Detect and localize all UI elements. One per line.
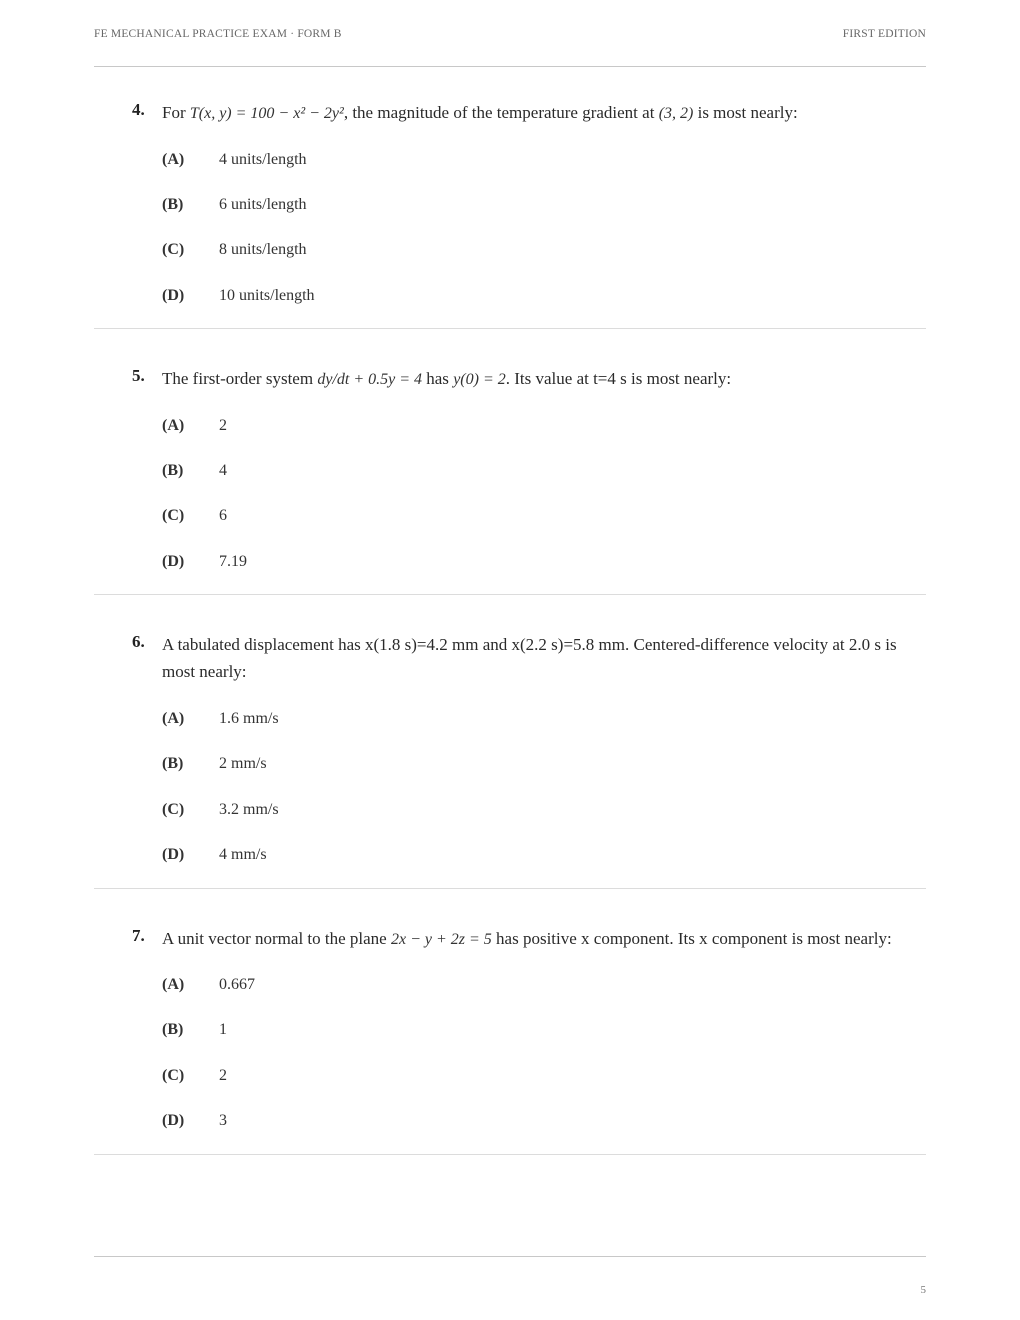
choice-text: 8 units/length	[219, 241, 307, 258]
choice-text: 7.19	[219, 553, 247, 570]
choice-letter: (A)	[162, 710, 185, 727]
question-stem: A tabulated displacement has x(1.8 s)=4.2 mm and x(2.2 s)=5.8 mm. Centered-difference velocity at 2.0 s is most nearly:	[162, 635, 897, 681]
question-6	[94, 594, 926, 889]
choice-letter: (B)	[162, 755, 184, 772]
choice-text: 4	[219, 462, 227, 479]
choice-letter: (D)	[162, 287, 185, 304]
question-4	[94, 66, 926, 329]
page-footer	[94, 1256, 926, 1297]
choice-letter: (A)	[162, 417, 185, 434]
edition-label: FIRST EDITION	[842, 28, 926, 40]
choice-letter: (D)	[162, 1112, 185, 1129]
choice-text: 4 mm/s	[219, 846, 267, 863]
choice-text: 10 units/length	[219, 287, 315, 304]
choice-text: 6	[219, 507, 227, 524]
question-number: 6.	[132, 632, 145, 651]
choice-text: 3	[219, 1112, 227, 1129]
choice-letter: (C)	[162, 241, 185, 258]
choice-text: 2 mm/s	[219, 755, 267, 772]
choice-text: 2	[219, 417, 227, 434]
choice-letter: (A)	[162, 151, 185, 168]
choice-text: 1.6 mm/s	[219, 710, 279, 727]
choice-letter: (B)	[162, 462, 184, 479]
math-expression: (3, 2)	[658, 105, 694, 122]
math-expression: y(0) = 2	[453, 371, 506, 388]
choice-letter: (B)	[162, 196, 184, 213]
choice-text: 1	[219, 1021, 227, 1038]
choice-letter: (C)	[162, 507, 185, 524]
question-number: 5.	[132, 366, 145, 385]
question-number: 7.	[132, 926, 145, 945]
choice-text: 4 units/length	[219, 151, 307, 168]
math-expression: dy/dt + 0.5y = 4	[317, 371, 423, 388]
exam-title: FE MECHANICAL PRACTICE EXAM · FORM B	[94, 28, 342, 40]
choice-text: 6 units/length	[219, 196, 307, 213]
choice-text: 2	[219, 1067, 227, 1084]
question-stem: The first-order system dy/dt + 0.5y = 4 has y(0) = 2. Its value at t=4 s is most nearly:	[162, 369, 732, 388]
choice-letter: (C)	[162, 801, 185, 818]
page-header	[94, 26, 926, 67]
math-expression: 2x − y + 2z = 5	[390, 931, 492, 948]
question-5	[94, 328, 926, 595]
page-number: 5	[920, 1284, 926, 1296]
choice-letter: (B)	[162, 1021, 184, 1038]
choice-text: 0.667	[219, 976, 255, 993]
math-expression: T(x, y) = 100 − x² − 2y²	[189, 105, 344, 122]
question-number: 4.	[132, 100, 145, 119]
question-stem: For T(x, y) = 100 − x² − 2y², the magnitude of the temperature gradient at (3, 2) is most nearly:	[162, 103, 798, 122]
choice-text: 3.2 mm/s	[219, 801, 279, 818]
choice-letter: (A)	[162, 976, 185, 993]
choice-letter: (C)	[162, 1067, 185, 1084]
question-stem: A unit vector normal to the plane 2x − y + 2z = 5 has positive x component. Its x component is most nearly:	[162, 929, 892, 948]
choice-letter: (D)	[162, 846, 185, 863]
choice-letter: (D)	[162, 553, 185, 570]
question-7	[94, 888, 926, 1155]
